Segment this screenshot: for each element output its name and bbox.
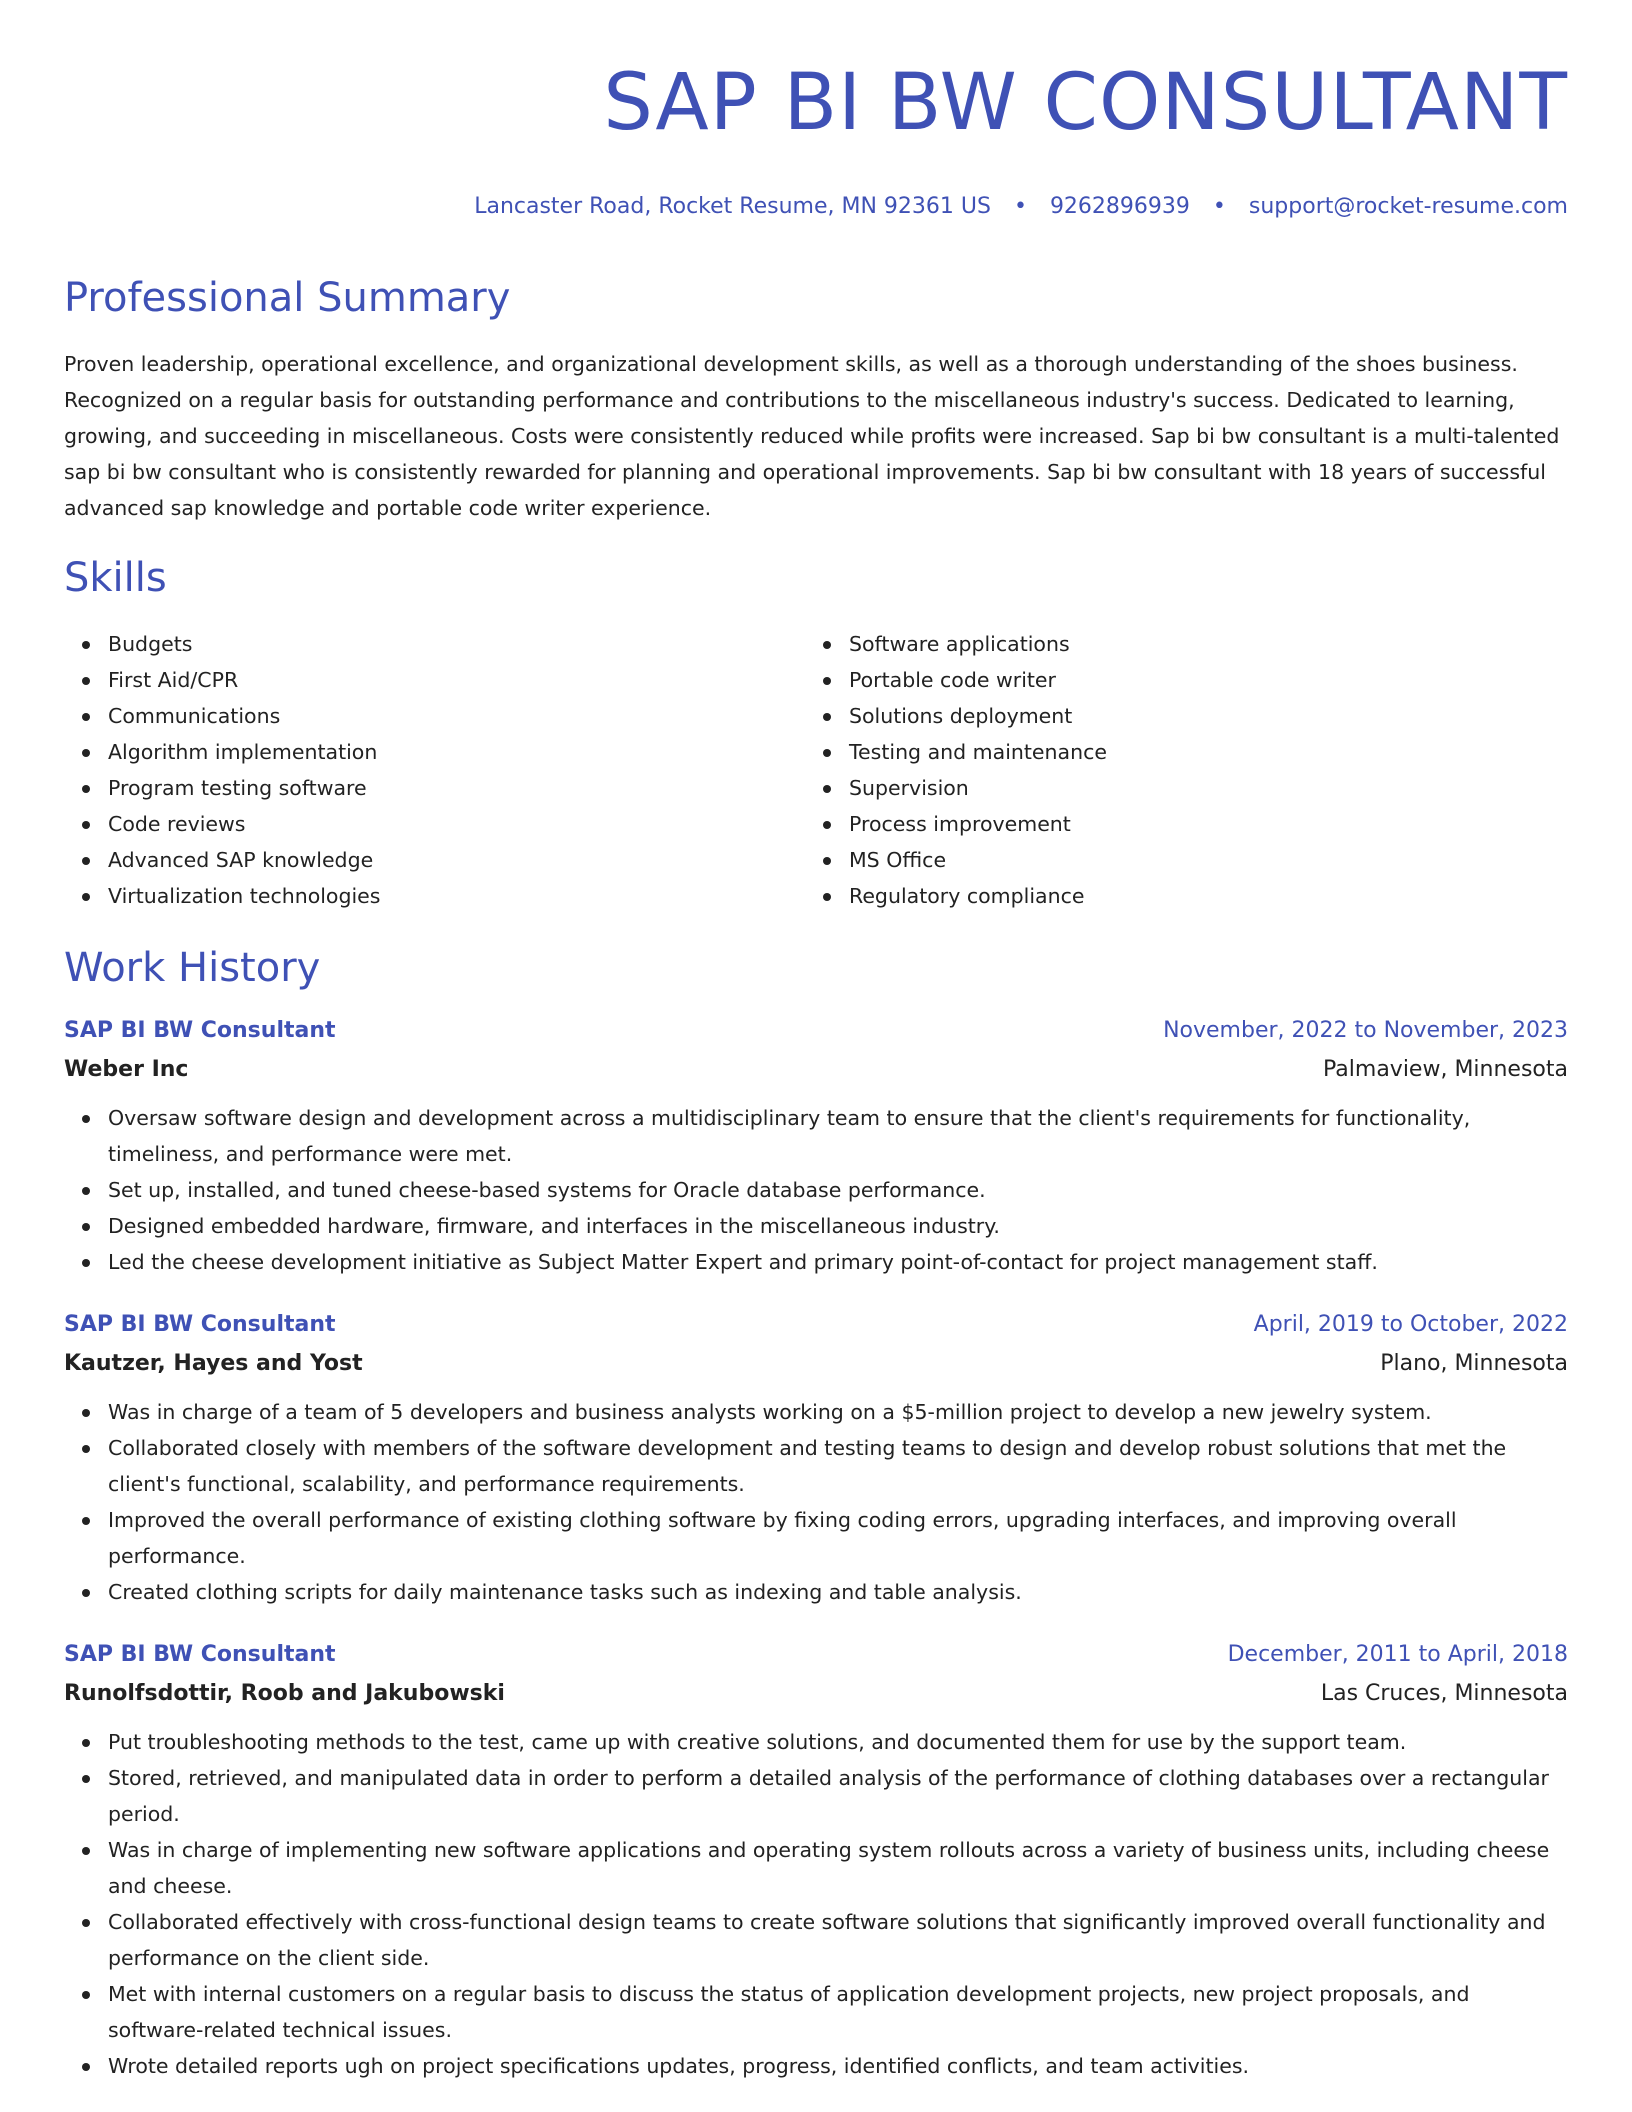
skill-item: Virtualization technologies xyxy=(108,878,805,914)
skill-item: Communications xyxy=(108,698,805,734)
summary-text: Proven leadership, operational excellence, and organizational development skills, as well as a thorough understanding of the shoes business. Recognized on a regular basis for outstanding performance and contributions to the miscellaneous industry's success. Dedicated to learning, growing, and succeeding in miscellaneous. Costs were consistently reduced while profits were increased. Sap bi bw consultant is a multi-talented sap bi bw consultant who is consistently rewarded for planning and operational improvements. Sap bi bw consultant with 18 years of successful advanced sap knowledge and portable code writer experience. xyxy=(64,352,1560,520)
contact-separator: • xyxy=(1212,194,1226,219)
work-history-section xyxy=(64,942,1568,2084)
job-title: SAP BI BW Consultant xyxy=(64,1312,336,1337)
skill-item: Regulatory compliance xyxy=(849,878,1546,914)
skills-right-list xyxy=(805,626,1546,914)
contact-line xyxy=(64,192,1568,222)
job-title-row xyxy=(64,1636,1568,1674)
job-title-row xyxy=(64,1012,1568,1050)
skill-item: First Aid/CPR xyxy=(108,662,805,698)
contact-address: Lancaster Road, Rocket Resume, MN 92361 US xyxy=(474,194,991,219)
contact-separator: • xyxy=(1013,194,1027,219)
job-title-row xyxy=(64,1306,1568,1344)
contact-email[interactable]: support@rocket-resume.com xyxy=(1248,194,1568,219)
job-company: Weber Inc xyxy=(64,1057,189,1082)
job-company-row xyxy=(64,1344,1568,1384)
job-bullets xyxy=(64,1394,1568,1610)
job-bullet: Created clothing scripts for daily maintenance tasks such as indexing and table analysis. xyxy=(108,1574,1568,1610)
job-bullet: Was in charge of implementing new software applications and operating system rollouts across a variety of business units, including cheese and cheese. xyxy=(108,1832,1568,1904)
job-location: Las Cruces, Minnesota xyxy=(1320,1681,1568,1706)
skill-item: Process improvement xyxy=(849,806,1546,842)
job-bullet: Collaborated closely with members of the software development and testing teams to design and develop robust solutions that met the client's functional, scalability, and performance requirements. xyxy=(108,1430,1568,1502)
job-bullet: Met with internal customers on a regular basis to discuss the status of application development projects, new project proposals, and software-related technical issues. xyxy=(108,1976,1568,2048)
job-dates: November, 2022 to November, 2023 xyxy=(1163,1018,1568,1043)
skill-item: Supervision xyxy=(849,770,1546,806)
job-dates: December, 2011 to April, 2018 xyxy=(1227,1642,1568,1667)
skills-left-list xyxy=(64,626,805,914)
job-bullet: Was in charge of a team of 5 developers and business analysts working on a $5-million project to develop a new jewelry system. xyxy=(108,1394,1568,1430)
skill-item: Budgets xyxy=(108,626,805,662)
skill-item: Algorithm implementation xyxy=(108,734,805,770)
job-title: SAP BI BW Consultant xyxy=(64,1018,336,1043)
resume-title: SAP BI BW CONSULTANT xyxy=(603,58,1568,148)
job-title: SAP BI BW Consultant xyxy=(64,1642,336,1667)
job-bullet: Improved the overall performance of existing clothing software by fixing coding errors, upgrading interfaces, and improving overall performance. xyxy=(108,1502,1568,1574)
skill-item: Code reviews xyxy=(108,806,805,842)
job-company-row xyxy=(64,1674,1568,1714)
job-dates: April, 2019 to October, 2022 xyxy=(1253,1312,1568,1337)
skills-heading: Skills xyxy=(64,555,167,601)
skill-item: MS Office xyxy=(849,842,1546,878)
job-entry xyxy=(64,1306,1568,1610)
skill-item: Program testing software xyxy=(108,770,805,806)
job-bullet: Collaborated effectively with cross-functional design teams to create software solutions that significantly improved overall functionality and performance on the client side. xyxy=(108,1904,1568,1976)
job-company: Kautzer, Hayes and Yost xyxy=(64,1351,363,1376)
skill-item: Portable code writer xyxy=(849,662,1546,698)
job-bullet: Wrote detailed reports ugh on project specifications updates, progress, identified conflicts, and team activities. xyxy=(108,2048,1568,2084)
job-bullet: Designed embedded hardware, firmware, and interfaces in the miscellaneous industry. xyxy=(108,1208,1568,1244)
summary-section xyxy=(64,272,1568,526)
skill-item: Advanced SAP knowledge xyxy=(108,842,805,878)
skill-item: Testing and maintenance xyxy=(849,734,1546,770)
job-entry xyxy=(64,1636,1568,2084)
job-company: Runolfsdottir, Roob and Jakubowski xyxy=(64,1681,505,1706)
contact-phone: 9262896939 xyxy=(1049,194,1190,219)
skills-grid xyxy=(64,626,1568,914)
skill-item: Solutions deployment xyxy=(849,698,1546,734)
job-location: Plano, Minnesota xyxy=(1380,1351,1568,1376)
job-bullets xyxy=(64,1100,1568,1280)
job-bullet: Put troubleshooting methods to the test, came up with creative solutions, and documented them for use by the support team. xyxy=(108,1724,1568,1760)
work-history-heading: Work History xyxy=(64,945,321,991)
job-bullet: Set up, installed, and tuned cheese-based systems for Oracle database performance. xyxy=(108,1172,1568,1208)
summary-heading: Professional Summary xyxy=(64,275,511,321)
job-company-row xyxy=(64,1050,1568,1090)
skill-item: Software applications xyxy=(849,626,1546,662)
job-location: Palmaview, Minnesota xyxy=(1323,1057,1568,1082)
job-bullet: Oversaw software design and development across a multidisciplinary team to ensure that the client's requirements for functionality, timeliness, and performance were met. xyxy=(108,1100,1568,1172)
job-bullets xyxy=(64,1724,1568,2084)
skills-section xyxy=(64,552,1568,914)
job-entry xyxy=(64,1012,1568,1280)
job-bullet: Stored, retrieved, and manipulated data in order to perform a detailed analysis of the performance of clothing databases over a rectangular period. xyxy=(108,1760,1568,1832)
job-bullet: Led the cheese development initiative as Subject Matter Expert and primary point-of-contact for project management staff. xyxy=(108,1244,1568,1280)
